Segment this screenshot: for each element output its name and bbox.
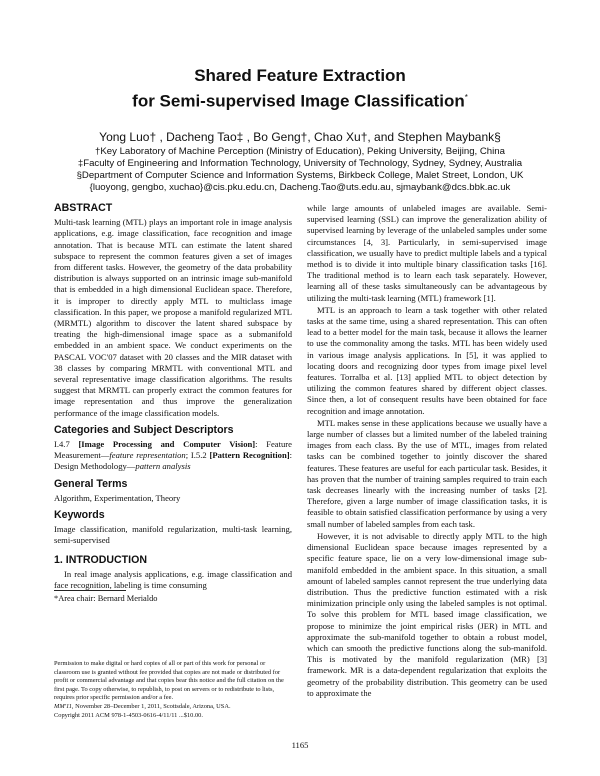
keywords-text: Image classification, manifold regularization, multi-task learning, semi-supervised — [54, 524, 292, 546]
title-footnote-mark: * — [464, 93, 468, 102]
introduction-heading: 1. INTRODUCTION — [54, 553, 147, 566]
right-paragraph-4: However, it is not advisable to directly apply MTL to the high dimensional Euclidean space because images represented by a specific feature space, lie on a very low-dimensional image sub-manifold embedded in the ambient space. In this situation, a small amount of labeled samples cannot represent the true underlying data distribution. Thus the predictive function estimated with a risk minimization principle only using the labeled samples is not optimal. To solve this problem for MTL based image classification, we propose to minimize the joint empirical risks (JER) in MTL and approximate the sub-manifold together to obtain a robust model, which can smooth the predictive functions along the sub-manifold. This is motivated by the manifold regularization (MR) [3] framework. MR is a data-dependent regularization that exploits the geometry of the probability distribution. This geometry can be used to approximate the — [307, 530, 547, 698]
footnote-divider — [54, 590, 126, 591]
right-paragraph-1: while large amounts of unlabeled images are available. Semi-supervised learning (SSL) can improve the generalization ability of supervised learning by leverage of the unlabeled samples under some circumstances [4, 3]. Particularly, in semi-supervised image classification, we usually have to predict multiple labels and a typical method is to divide it into multiple binary classification tasks [16]. The traditional method is to learn each task separately. However, learning all of these tasks simultaneously can be advantageous by utilizing the multi-task learning (MTL) framework [1]. — [307, 203, 547, 303]
categories-heading: Categories and Subject Descriptors — [54, 423, 234, 436]
left-column — [54, 203, 292, 591]
permission-text: Permission to make digital or hard copies of all or part of this work for personal or classroom use is granted without fee provided that copies are not made or distributed for profit or commercial advantage and that copies bear this notice and the full citation on the first page. To copy otherwise, to republish, to post on servers or to redistribute to lists, requires prior specific permission and/or a fee. — [54, 660, 284, 702]
permission-notice — [54, 660, 292, 720]
venue-line: MM'11, November 28–December 1, 2011, Scottsdale, Arizona, USA. — [54, 702, 231, 710]
right-paragraph-3: MTL makes sense in these applications because we usually have a large number of classes but a limited number of the labeled training images from each class. By the use of MTL, images from related tasks can be combined together to jointly discover the shared features. These features are useful for each particular task. Besides, it has proven that the number of training samples required to train each task decreases linearly with the increasing number of tasks [2]. Therefore, given a large number of image classification tasks, it is feasible to obtain satisfied classification performance by using a very small number of labeled samples from each task. — [307, 417, 547, 529]
paper-title-line1: Shared Feature Extraction — [194, 66, 406, 85]
page-number: 1165 — [291, 740, 309, 750]
author-list: Yong Luo† , Dacheng Tao‡ , Bo Geng†, Chao Xu†, and Stephen Maybank§ — [99, 130, 501, 144]
general-terms-heading: General Terms — [54, 477, 128, 490]
right-paragraph-2: MTL is an approach to learn a task together with other related tasks at the same time, using a shared representation. This can often lead to a better model for the main task, because it allows the learner to use the commonality among the tasks. MTL has been widely used in various image analysis applications. In [5], it was applied to locating doors and recognizing door types from image pixel level features. Torralba et al. [13] applied MTL to object detection by utilizing the common features shared by different object classes. Since then, a lot of consequent results have been obtained for face recognition and image annotation. — [307, 304, 547, 416]
affiliation-2: ‡Faculty of Engineering and Information Technology, University of Technology, Sydney, Sydney, Australia — [77, 158, 523, 169]
abstract-text: Multi-task learning (MTL) plays an important role in image analysis applications, e.g. image classification, face recognition and image annotation. That is because MTL can estimate the latent shared subspace to represent the common features given a set of images from different tasks. However, the geometry of the data probability distribution is always supported on an intrinsic image sub-manifold that is embedded in a high dimensional Euclidean space. Therefore, it is improper to directly apply MTL to multiclass image classification. In this paper, we propose a manifold regularized MTL (MRMTL) algorithm to discover the latent shared subspace by treating the high-dimensional image space as a submanifold embedded in an ambient space. We conduct experiments on the PASCAL VOC'07 dataset with 20 classes and the MIR dataset with 38 classes by comparing MRMTL with conventional MTL and several representative image classification algorithms. The results suggest that MRMTL can properly extract the common features for image representation and thus improve the generalization performance of the image classification models. — [54, 217, 292, 418]
right-column — [307, 203, 547, 699]
author-emails: {luoyong, gengbo, xuchao}@cis.pku.edu.cn, Dacheng.Tao@uts.edu.au, sjmaybank@dcs.bbk.ac.uk — [89, 182, 511, 193]
area-chair-footnote: *Area chair: Bernard Merialdo — [54, 594, 158, 603]
abstract-heading: ABSTRACT — [54, 202, 113, 214]
affiliation-1: †Key Laboratory of Machine Perception (Ministry of Education), Peking University, Beijing, China — [95, 146, 505, 157]
copyright-line: Copyright 2011 ACM 978-1-4503-0616-4/11/11 ...$10.00. — [54, 711, 203, 719]
affiliation-3: §Department of Computer Science and Information Systems, Birkbeck College, Malet Street, London, UK — [76, 170, 524, 181]
categories-text: I.4.7 [Image Processing and Computer Vision]: Feature Measurement—feature representation; I.5.2 [Pattern Recognition]: Design Methodology—pattern analysis — [54, 439, 292, 472]
keywords-heading: Keywords — [54, 509, 105, 522]
introduction-text: In real image analysis applications, e.g. image classification and face recognition, labeling is time consuming — [54, 568, 292, 591]
paper-title-line2: for Semi-supervised Image Classification* — [132, 91, 468, 111]
general-terms-text: Algorithm, Experimentation, Theory — [54, 492, 181, 503]
